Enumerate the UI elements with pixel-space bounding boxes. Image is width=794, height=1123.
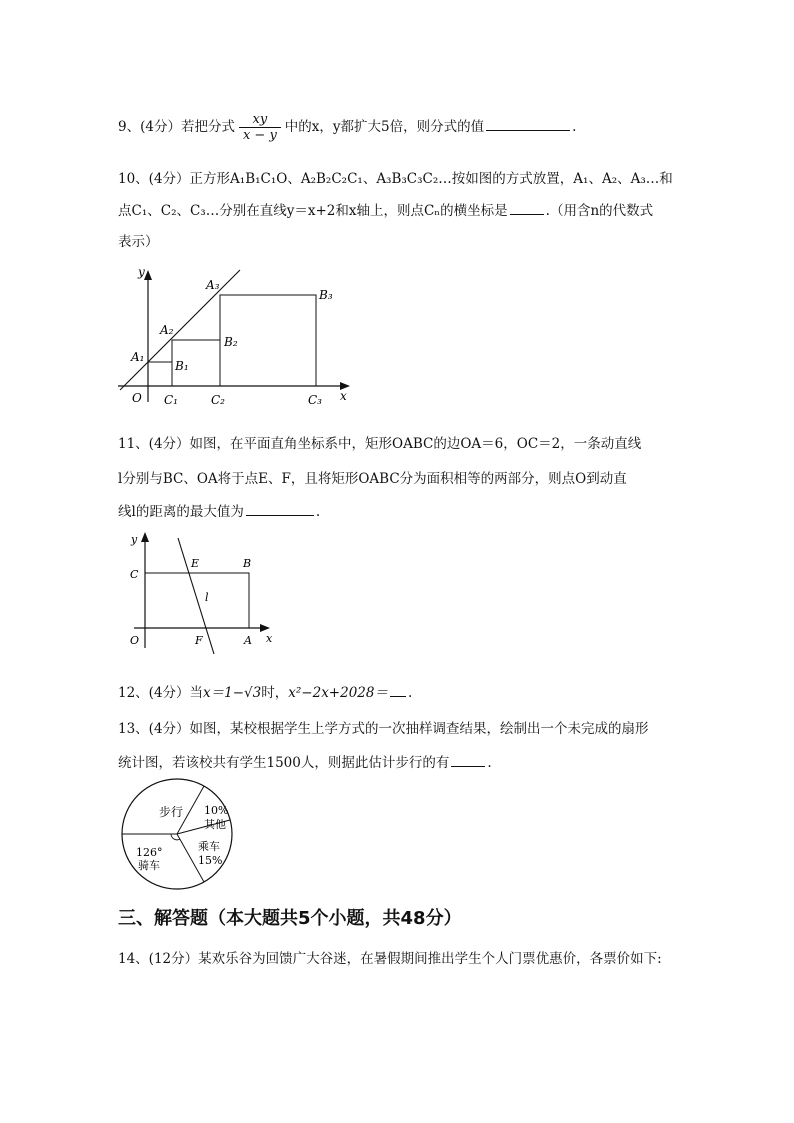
q10-square-1 <box>148 362 172 386</box>
q13-pie-chart <box>120 776 242 892</box>
q11-line1: 11、(4分）如图，在平面直角坐标系中，矩形OABC的边OA＝6，OC＝2，一条动直线 <box>118 436 642 452</box>
q11-label-E: E <box>191 557 200 570</box>
q13-label-walk: 步行 <box>159 805 184 819</box>
q13-label-other: 其他 <box>204 818 226 831</box>
q14-line1: 14、(12分）某欢乐谷为回馈广大谷迷，在暑假期间推出学生个人门票优惠价，各票价如下: <box>118 951 662 967</box>
q11-label-A: A <box>244 634 252 647</box>
q11-answer-blank[interactable] <box>246 503 314 516</box>
q12-end: . <box>407 685 413 701</box>
q11-label-B: B <box>243 557 252 570</box>
q10-line2b: .（用含n的代数式 <box>545 203 654 219</box>
question-12 <box>118 681 412 701</box>
q10-label-C1: C₁ <box>164 393 178 407</box>
section-heading: 三、解答题（本大题共5个小题，共48分） <box>118 908 462 929</box>
q11-label-x: x <box>266 632 273 645</box>
q12-mid: 时， <box>261 685 289 701</box>
q13-label-bus-pct: 15% <box>198 854 223 867</box>
q11-label-O: O <box>130 634 140 647</box>
q11-label-y: y <box>131 533 138 546</box>
q11-figure <box>120 530 280 658</box>
q11-x-arrow <box>260 624 270 632</box>
q10-label-B2: B₂ <box>224 335 238 349</box>
q13-answer-blank[interactable] <box>451 754 485 767</box>
q9-frac-denominator: x − y <box>242 128 277 143</box>
q13-line2 <box>118 751 492 771</box>
q10-y-arrow <box>144 270 152 280</box>
q9-fraction <box>239 112 281 143</box>
q11-line2: l分别与BC、OA将于点E、F，且将矩形OABC分为面积相等的两部分，则点O到动直 <box>118 471 627 487</box>
q10-label-x: x <box>340 389 347 403</box>
q13-line2a: 统计图，若该校共有学生1500人，则据此估计步行的有 <box>118 755 450 771</box>
q11-line3a: 线l的距离的最大值为 <box>118 504 244 520</box>
q11-line3 <box>118 500 320 520</box>
q10-label-A2: A₂ <box>160 323 174 337</box>
q12-answer-blank[interactable] <box>390 684 406 697</box>
q10-line3: 表示） <box>118 234 159 250</box>
q10-label-B1: B₁ <box>175 359 189 373</box>
q10-label-A3: A₃ <box>206 278 220 292</box>
q10-label-y: y <box>138 265 145 279</box>
q13-line2b: . <box>487 755 492 771</box>
q10-label-C2: C₂ <box>211 393 225 407</box>
q10-figure <box>110 262 360 412</box>
q11-label-C: C <box>130 568 139 581</box>
q9-answer-blank[interactable] <box>486 118 570 131</box>
q10-label-C3: C₃ <box>308 393 322 407</box>
q9-suffix: 中的x，y都扩大5倍，则分式的值 <box>284 119 485 135</box>
q13-label-bike-deg: 126° <box>136 846 163 859</box>
q11-label-l: l <box>205 591 209 604</box>
q10-line2 <box>118 199 653 219</box>
q11-line3b: . <box>315 504 321 520</box>
q13-line1: 13、(4分）如图，某校根据学生上学方式的一次抽样调查结果，绘制出一个未完成的扇形 <box>118 721 649 737</box>
q10-label-A1: A₁ <box>131 350 145 364</box>
q13-label-other-pct: 10% <box>204 804 229 817</box>
q10-answer-blank[interactable] <box>510 202 544 215</box>
q11-label-F: F <box>195 634 203 647</box>
question-9 <box>118 112 576 143</box>
q10-label-O: O <box>132 391 142 405</box>
q9-prefix: 9、(4分）若把分式 <box>118 119 235 135</box>
q9-end: . <box>572 119 577 135</box>
q10-line1: 10、(4分）正方形A₁B₁C₁O、A₂B₂C₂C₁、A₃B₃C₃C₂…按如图的方式放置，A₁、A₂、A₃…和 <box>118 171 673 187</box>
q13-label-bus: 乘车 <box>198 840 220 853</box>
q10-label-B3: B₃ <box>319 288 333 302</box>
q12-condition: x＝1−√3 <box>203 685 262 701</box>
q9-frac-numerator: xy <box>239 112 281 128</box>
q12-expression: x²−2x+2028＝ <box>288 685 388 701</box>
q11-y-arrow <box>141 532 149 542</box>
q13-label-bike: 骑车 <box>138 859 160 872</box>
q12-prefix: 12、(4分）当 <box>118 685 204 701</box>
q10-line2a: 点C₁、C₂、C₃…分别在直线y＝x+2和x轴上，则点Cₙ的横坐标是 <box>118 203 508 219</box>
